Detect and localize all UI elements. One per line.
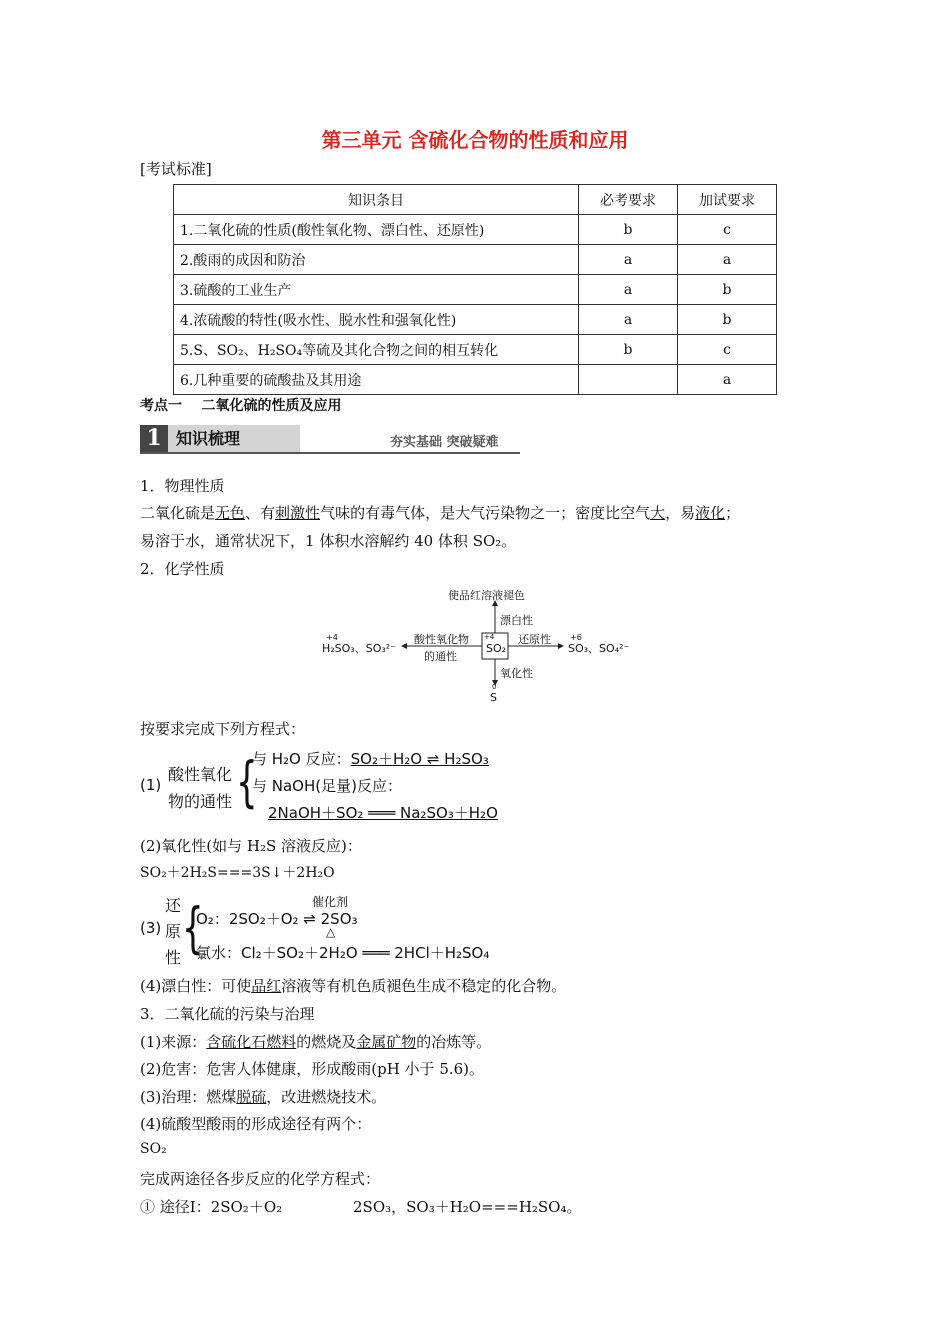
text: (1)来源：: [140, 1033, 207, 1051]
diagram-right: SO₃、SO₄²⁻: [568, 642, 630, 655]
p3-5: 完成两途径各步反应的化学方程式：: [140, 1170, 381, 1188]
table-header: 必考要求: [579, 185, 678, 215]
eq1-num: (1): [140, 776, 162, 794]
eq3-num: (3): [140, 919, 162, 937]
table-cell: [579, 365, 678, 395]
table-row: [174, 365, 777, 395]
p1-line1: [140, 502, 740, 523]
banner-label: 知识梳理: [168, 425, 300, 452]
p3-1: [140, 1031, 491, 1052]
table-row: [174, 245, 777, 275]
diagram-top-arrow: 漂白性: [500, 614, 533, 627]
table-cell: 4.浓硫酸的特性(吸水性、脱水性和强氧化性): [174, 305, 579, 335]
ox-center: +4: [484, 633, 495, 641]
eq4: [140, 975, 566, 996]
p3-6b: 2SO₃，SO₃＋H₂O===H₂SO₄。: [353, 1198, 582, 1216]
text: 的冶炼等。: [416, 1033, 492, 1051]
text: (3)治理：燃煤: [140, 1088, 237, 1106]
p1-line2: 易溶于水，通常状况下，1 体积水溶解约 40 体积 SO₂。: [140, 532, 517, 550]
instruction: 按要求完成下列方程式：: [140, 720, 306, 738]
p1-heading: 1．物理性质: [140, 477, 225, 495]
ox-bottom: 0: [492, 683, 497, 691]
diagram-bottom-arrow: 氧化性: [500, 667, 533, 680]
text: (4)漂白性：可使: [140, 977, 252, 995]
table-cell: 6.几种重要的硫酸盐及其用途: [174, 365, 579, 395]
table-row: [174, 215, 777, 245]
table-cell: 3.硫酸的工业生产: [174, 275, 579, 305]
ox-left: +4: [326, 633, 338, 642]
catalyst-label: 催化剂: [312, 895, 349, 909]
banner-subtitle: 夯实基础 突破疑难: [390, 435, 499, 450]
eq1-line1: [252, 748, 489, 769]
p3-4: (4)硫酸型酸雨的形成途径有两个：: [140, 1115, 372, 1133]
eq3-label: 性: [165, 948, 182, 967]
text: ，易: [665, 504, 696, 522]
so2-properties-diagram: [320, 585, 640, 710]
brace-icon: {: [236, 751, 258, 815]
eq1-line3: 2NaOH＋SO₂ ═══ Na₂SO₃＋H₂O: [268, 804, 498, 822]
answer-blank: 大: [650, 504, 666, 522]
equation: SO₂＋H₂O ⇌ H₂SO₃: [350, 750, 489, 768]
table-row: [174, 305, 777, 335]
table-row: [174, 275, 777, 305]
diagram-top: 使品红溶液褪色: [448, 589, 525, 602]
page-title: 第三单元 含硫化合物的性质和应用: [321, 128, 629, 152]
answer-blank: 液化: [695, 504, 726, 522]
diagram-right-arrow: 还原性: [518, 633, 551, 646]
heat-label: △: [326, 925, 336, 939]
eq1-label-1: 酸性氧化: [168, 765, 233, 784]
table-cell: a: [579, 275, 678, 305]
diagram-left-arrow-2: 的通性: [424, 650, 457, 663]
table-cell: c: [678, 215, 777, 245]
p3-6a: ① 途径Ⅰ：2SO₂＋O₂: [140, 1198, 283, 1216]
text: 、有: [245, 504, 276, 522]
table-cell: b: [579, 335, 678, 365]
text: 气味的有毒气体，是大气污染物之一；密度比空气: [320, 504, 651, 522]
section-heading: 考点一 二氧化硫的性质及应用: [140, 398, 342, 414]
diagram-center: SO₂: [486, 642, 507, 655]
text: 的燃烧及: [296, 1033, 357, 1051]
answer-blank: 无色: [215, 504, 246, 522]
eq1-label-2: 物的通性: [168, 792, 233, 811]
diagram-left-arrow-1: 酸性氧化物: [414, 633, 469, 646]
table-cell: b: [678, 305, 777, 335]
table-cell: a: [579, 305, 678, 335]
table-header-row: [174, 185, 777, 215]
answer-blank: 金属矿物: [356, 1033, 417, 1051]
eq3-label: 原: [165, 922, 182, 941]
answer-blank: 品红: [251, 977, 282, 995]
diagram-left: H₂SO₃、SO₃²⁻: [322, 642, 396, 655]
eq3-line2: 氯水：Cl₂＋SO₂＋2H₂O ═══ 2HCl＋H₂SO₄: [196, 944, 490, 962]
table-cell: a: [678, 365, 777, 395]
text: ；: [725, 504, 741, 522]
diagram-bottom: S: [490, 691, 497, 704]
ox-right: +6: [570, 633, 582, 642]
table-cell: c: [678, 335, 777, 365]
table-row: [174, 335, 777, 365]
exam-standard-table: [173, 184, 777, 395]
table-cell: b: [678, 275, 777, 305]
table-cell: b: [579, 215, 678, 245]
eq2-heading: (2)氧化性(如与 H₂S 溶液反应)：: [140, 837, 362, 855]
p3-2: (2)危害：危害人体健康，形成酸雨(pH 小于 5.6)。: [140, 1060, 485, 1078]
knowledge-banner: [140, 425, 520, 454]
answer-blank: 含硫化石燃料: [206, 1033, 297, 1051]
table-cell: a: [579, 245, 678, 275]
eq3-label: 还: [165, 896, 182, 915]
text: 与 H₂O 反应：: [252, 750, 351, 768]
text: 二氧化硫是: [140, 504, 216, 522]
brace-icon: {: [182, 897, 204, 961]
answer-blank: 刺激性: [275, 504, 321, 522]
table-cell: 5.S、SO₂、H₂SO₄等硫及其化合物之间的相互转化: [174, 335, 579, 365]
text: 溶液等有机色质褪色生成不稳定的化合物。: [281, 977, 567, 995]
table-header: 加试要求: [678, 185, 777, 215]
banner-number: 1: [140, 425, 168, 452]
eq2: SO₂＋2H₂S===3S↓＋2H₂O: [140, 865, 335, 881]
table-cell: 1.二氧化硫的性质(酸性氧化物、漂白性、还原性): [174, 215, 579, 245]
answer-blank: 脱硫: [236, 1088, 267, 1106]
table-header: 知识条目: [174, 185, 579, 215]
text: ，改进燃烧技术。: [266, 1088, 387, 1106]
eq1-line2: 与 NaOH(足量)反应：: [252, 777, 402, 795]
p2-heading: 2．化学性质: [140, 560, 225, 578]
table-cell: 2.酸雨的成因和防治: [174, 245, 579, 275]
p3-3: [140, 1086, 386, 1107]
standard-label: [考试标准]: [140, 160, 212, 178]
eq3-line1: O₂：2SO₂＋O₂ ⇌ 2SO₃: [196, 910, 358, 928]
table-cell: a: [678, 245, 777, 275]
p3-heading: 3．二氧化硫的污染与治理: [140, 1005, 315, 1023]
p3-so2: SO₂: [140, 1141, 167, 1157]
